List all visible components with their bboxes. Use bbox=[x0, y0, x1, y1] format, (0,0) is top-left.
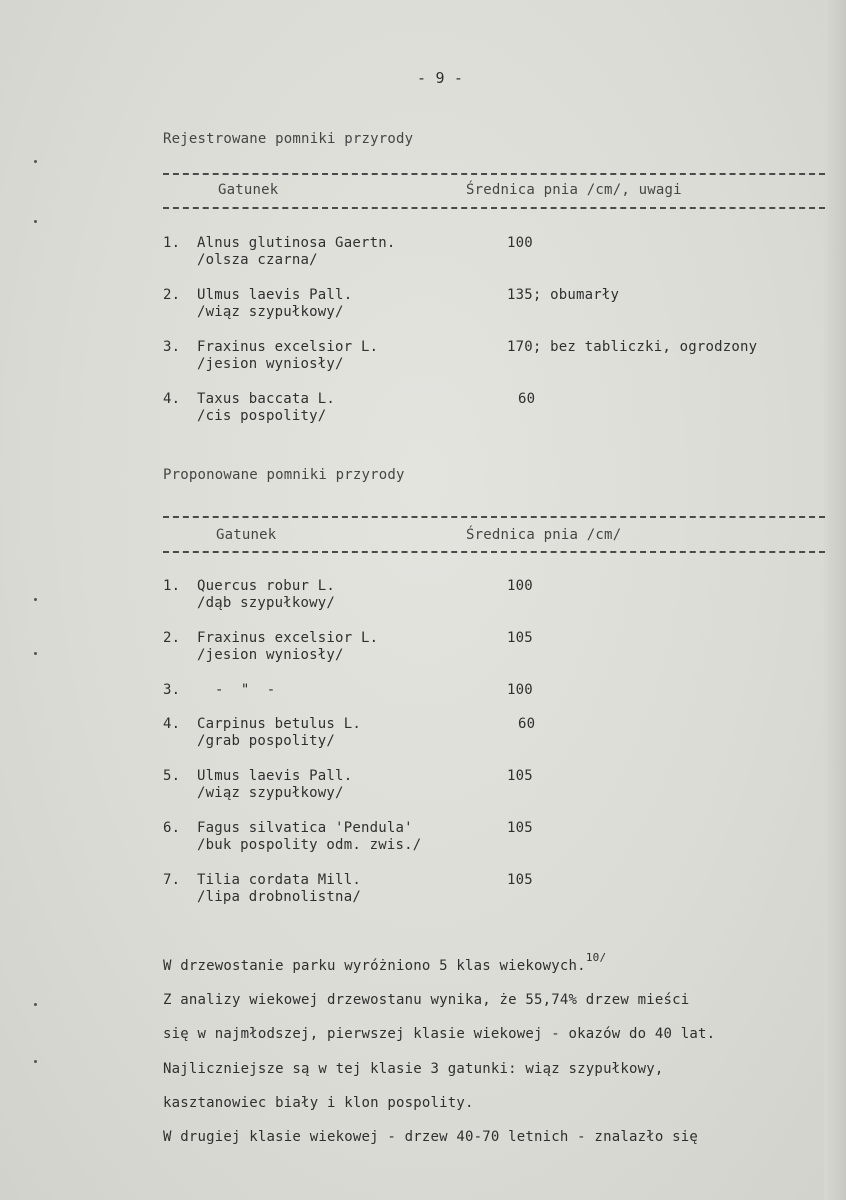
table-rule-header bbox=[163, 207, 825, 209]
diameter-value: 105 bbox=[507, 872, 533, 888]
page-number: - 9 - bbox=[417, 69, 464, 87]
margin-dot bbox=[34, 1060, 37, 1063]
column-header-species: Gatunek bbox=[218, 182, 279, 198]
paragraph-text: W drzewostanie parku wyróżniono 5 klas wiekowych. bbox=[163, 958, 586, 974]
species-latin: Fraxinus excelsior L. bbox=[197, 339, 379, 355]
row-number: 6. bbox=[163, 820, 181, 836]
page-edge bbox=[824, 0, 846, 1200]
species-local: /dąb szypułkowy/ bbox=[197, 595, 336, 611]
paragraph-line: Najliczniejsze są w tej klasie 3 gatunki: wiąz szypułkowy, bbox=[163, 1061, 664, 1077]
paragraph-line: Z analizy wiekowej drzewostanu wynika, że 55,74% drzew mieści bbox=[163, 992, 690, 1008]
species-latin: Tilia cordata Mill. bbox=[197, 872, 361, 888]
row-number: 4. bbox=[163, 716, 181, 732]
row-number: 1. bbox=[163, 235, 181, 251]
margin-dot bbox=[34, 598, 37, 601]
paragraph-line: kasztanowiec biały i klon pospolity. bbox=[163, 1095, 474, 1111]
diameter-value: 105 bbox=[507, 768, 533, 784]
row-number: 7. bbox=[163, 872, 181, 888]
species-latin: Carpinus betulus L. bbox=[197, 716, 361, 732]
diameter-value: 100 bbox=[507, 235, 533, 251]
species-local: /grab pospolity/ bbox=[197, 733, 336, 749]
paragraph-line: W drugiej klasie wiekowej - drzew 40-70 letnich - znalazło się bbox=[163, 1129, 698, 1145]
diameter-value: 100 bbox=[507, 682, 533, 698]
diameter-value: 100 bbox=[507, 578, 533, 594]
species-local: /jesion wyniosły/ bbox=[197, 647, 344, 663]
species-latin: Ulmus laevis Pall. bbox=[197, 287, 353, 303]
row-number: 2. bbox=[163, 630, 181, 646]
row-number: 1. bbox=[163, 578, 181, 594]
species-local: /buk pospolity odm. zwis./ bbox=[197, 837, 422, 853]
species-latin: Ulmus laevis Pall. bbox=[197, 768, 353, 784]
species-local: /jesion wyniosły/ bbox=[197, 356, 344, 372]
row-number: 4. bbox=[163, 391, 181, 407]
column-header-species: Gatunek bbox=[216, 527, 277, 543]
paragraph-line: się w najmłodszej, pierwszej klasie wiekowej - okazów do 40 lat. bbox=[163, 1026, 716, 1042]
footnote-marker: 10/ bbox=[585, 951, 607, 964]
ditto-mark: - " - bbox=[215, 682, 276, 698]
diameter-value: 135; obumarły bbox=[507, 287, 620, 303]
margin-dot bbox=[34, 652, 37, 655]
table-rule-header bbox=[163, 551, 825, 553]
row-number: 2. bbox=[163, 287, 181, 303]
diameter-value: 60 bbox=[518, 716, 536, 732]
column-header-diameter: Średnica pnia /cm/ bbox=[466, 527, 622, 543]
margin-dot bbox=[34, 1003, 37, 1006]
species-latin: Alnus glutinosa Gaertn. bbox=[197, 235, 396, 251]
species-latin: Quercus robur L. bbox=[197, 578, 336, 594]
column-header-diameter: Średnica pnia /cm/, uwagi bbox=[466, 182, 682, 198]
species-latin: Fagus silvatica 'Pendula' bbox=[197, 820, 413, 836]
species-latin: Taxus baccata L. bbox=[197, 391, 336, 407]
species-local: /wiąz szypułkowy/ bbox=[197, 785, 344, 801]
row-number: 3. bbox=[163, 682, 181, 698]
paragraph-line bbox=[163, 951, 607, 975]
diameter-value: 60 bbox=[518, 391, 536, 407]
table-rule-top bbox=[163, 173, 825, 175]
margin-dot bbox=[34, 220, 37, 223]
species-local: /lipa drobnolistna/ bbox=[197, 889, 361, 905]
table-rule-top bbox=[163, 516, 825, 518]
diameter-value: 105 bbox=[507, 820, 533, 836]
diameter-value: 105 bbox=[507, 630, 533, 646]
species-local: /wiąz szypułkowy/ bbox=[197, 304, 344, 320]
section-title-registered: Rejestrowane pomniki przyrody bbox=[163, 131, 414, 147]
diameter-value: 170; bez tabliczki, ogrodzony bbox=[507, 339, 758, 355]
section-title-proposed: Proponowane pomniki przyrody bbox=[163, 467, 405, 483]
species-latin: Fraxinus excelsior L. bbox=[197, 630, 379, 646]
margin-dot bbox=[34, 160, 37, 163]
row-number: 3. bbox=[163, 339, 181, 355]
species-local: /cis pospolity/ bbox=[197, 408, 327, 424]
row-number: 5. bbox=[163, 768, 181, 784]
species-local: /olsza czarna/ bbox=[197, 252, 318, 268]
